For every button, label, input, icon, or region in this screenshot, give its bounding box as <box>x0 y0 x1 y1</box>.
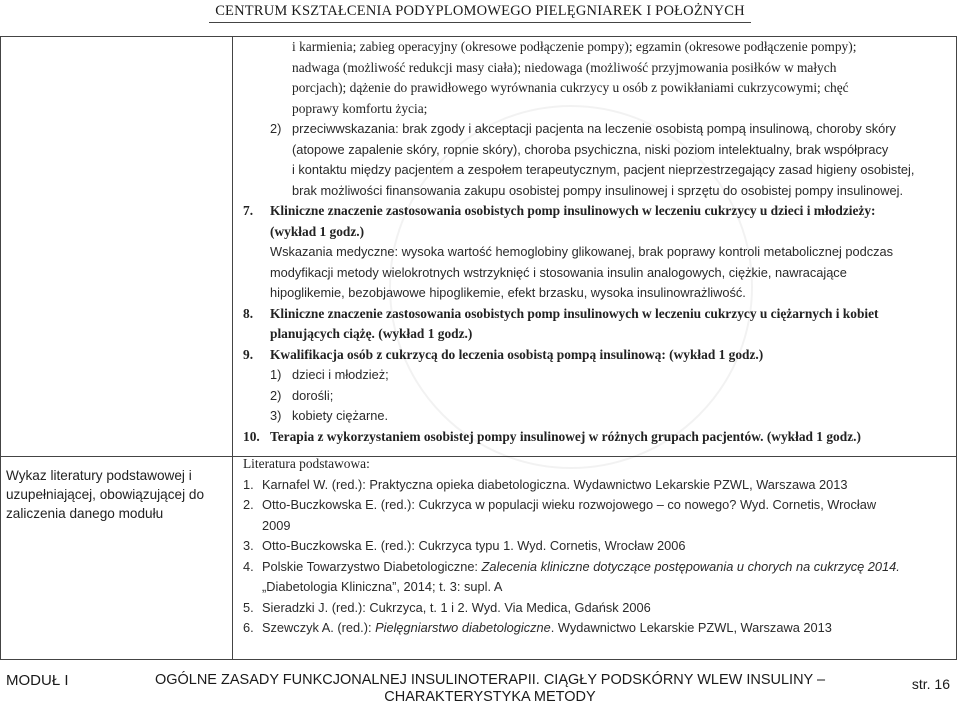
list-item <box>243 406 944 427</box>
section-8-heading <box>243 304 944 345</box>
literature-item-number: 1. <box>243 476 254 492</box>
literature-item-text: Karnafel W. (red.): Praktyczna opieka diabetologiczna. Wydawnictwo Lekarskie PZWL, Warszawa 2013 <box>262 476 848 492</box>
list-item-text: kobiety ciężarne. <box>292 408 389 423</box>
list-item-text: dorośli; <box>292 387 334 403</box>
literature-item-text: Szewczyk A. (red.): <box>262 620 376 635</box>
section-number: 10. <box>243 428 260 444</box>
literature-item <box>243 495 944 516</box>
section-number: 7. <box>243 203 254 218</box>
literature-heading: Literatura podstawowa: <box>243 456 370 471</box>
literature-item-text: Sieradzki J. (red.): Cukrzyca, t. 1 i 2. Wyd. Via Medica, Gdańsk 2006 <box>262 599 651 615</box>
literature-item <box>243 598 944 619</box>
section-body-line: modyfikacji metody wielokrotnych wstrzyknięć i stosowania insulin analogowych, ciężkie, nawracające <box>270 264 847 280</box>
contraindications-line: brak możliwości finansowania zakupu osobistej pompy insulinowej i sprzętu do osobistej pompy insulinowej. <box>292 182 904 198</box>
literature-item <box>243 536 944 557</box>
literature-item <box>243 618 944 639</box>
list-item <box>243 386 944 407</box>
contraindications-text: przeciwwskazania: brak zgody i akceptacji pacjenta na leczenie osobistą pompą insulinową, choroby skóry <box>292 121 896 136</box>
section-7-heading <box>243 201 944 242</box>
contraindications-line <box>243 119 944 140</box>
literature-item-number: 4. <box>243 558 254 574</box>
contd-line: poprawy komfortu życia; <box>292 100 428 116</box>
list-item-number: 2) <box>270 387 282 403</box>
page-header-title: CENTRUM KSZTAŁCENIA PODYPLOMOWEGO PIELĘGNIAREK I POŁOŻNYCH <box>209 0 751 23</box>
module-table <box>0 36 957 660</box>
contd-line: nadwaga (możliwość redukcji masy ciała); niedowaga (możliwość przyjmowania posiłków w małych <box>292 59 837 75</box>
page-header <box>0 0 960 24</box>
contd-line: i karmienia; zabieg operacyjny (okresowe podłączenie pompy); egzamin (okresowe podłączenie pompy); <box>292 39 857 54</box>
list-item <box>243 365 944 386</box>
contraindications-block <box>243 119 944 201</box>
literature-item-cont: 2009 <box>262 517 291 533</box>
footer-page-number: str. 16 <box>911 676 950 692</box>
literature-item-text: Polskie Towarzystwo Diabetologiczne: <box>262 558 482 574</box>
literature-item-text: Otto-Buczkowska E. (red.): Cukrzyca typu 1. Wyd. Cornetis, Wrocław 2006 <box>262 538 686 553</box>
section-title-line: Terapia z wykorzystaniem osobistej pompy insulinowej w różnych grupach pacjentów. (wykład 1 godz.) <box>270 428 861 444</box>
section-number: 9. <box>243 346 254 362</box>
literature-row-label: Wykaz literatury podstawowej i uzupełniającej, obowiązującej do zaliczenia danego modułu <box>6 468 204 521</box>
list-item-number: 1) <box>270 367 282 382</box>
section-title-line: (wykład 1 godz.) <box>270 223 365 239</box>
literature-item-text: . Wydawnictwo Lekarskie PZWL, Warszawa 2013 <box>550 620 832 635</box>
literature-item-number: 5. <box>243 599 254 615</box>
literature-item <box>243 475 944 496</box>
list-item-text: dzieci i młodzież; <box>292 367 389 382</box>
section-title-line: planujących ciążę. (wykład 1 godz.) <box>270 326 473 341</box>
literature-item-number: 6. <box>243 620 254 635</box>
contraindications-line: i kontaktu między pacjentem a zespołem terapeutycznym, pacjent nieprzestrzegający zasad higieny osobistej, <box>292 162 915 177</box>
left-column <box>1 37 233 659</box>
literature-item <box>243 557 944 578</box>
section-9-heading <box>243 345 944 366</box>
section-body-line: Wskazania medyczne: wysoka wartość hemoglobiny glikowanej, brak poprawy kontroli metabolicznej podczas <box>270 244 894 259</box>
literature-item-title: Pielęgniarstwo diabetologiczne <box>375 620 551 635</box>
literature-item-cont: „Diabetologia Kliniczna”, 2014; t. 3: supl. A <box>262 579 503 594</box>
section-10-heading <box>243 427 944 448</box>
section-title-line: Kliniczne znaczenie zastosowania osobistych pomp insulinowych w leczeniu cukrzycy u ciężarnych i kobiet <box>270 305 879 321</box>
literature-item-number: 3. <box>243 538 254 553</box>
list-item-number: 3) <box>270 408 282 423</box>
footer-title <box>140 672 840 706</box>
literature-item-number: 2. <box>243 497 254 512</box>
footer-title-line: OGÓLNE ZASADY FUNKCJONALNEJ INSULINOTERAPII. CIĄGŁY PODSKÓRNY WLEW INSULINY – <box>154 672 826 688</box>
section-9-list <box>243 365 944 427</box>
footer-module: MODUŁ I <box>6 672 69 689</box>
module-content <box>243 37 944 639</box>
section-body-line: hipoglikemie, bezobjawowe hipoglikemie, efekt brzasku, wysoka insulinowrażliwość. <box>270 285 746 300</box>
section-title-line: Kliniczne znaczenie zastosowania osobistych pomp insulinowych w leczeniu cukrzycy u dzieci i młodzieży: <box>270 203 876 218</box>
footer-title-line: CHARAKTERYSTYKA METODY <box>384 689 596 705</box>
contraindications-line: (atopowe zapalenie skóry, ropnie skóry), choroba psychiczna, niski poziom intelektualny, brak współpracy <box>292 141 889 157</box>
contraindications-number: 2) <box>270 121 282 136</box>
section-7-body <box>243 242 944 304</box>
literature-item-title: Zalecenia kliniczne dotyczące postępowania u chorych na cukrzycę 2014. <box>481 558 900 574</box>
literature-list <box>243 475 944 639</box>
literature-item-text: Otto-Buczkowska E. (red.): Cukrzyca w populacji wieku rozwojowego – co nowego? Wyd. Cornetis, Wrocław <box>262 497 877 512</box>
page-footer <box>0 672 960 705</box>
section-number: 8. <box>243 305 254 321</box>
section-title-line: Kwalifikacja osób z cukrzycą do leczenia osobistą pompą insulinową: (wykład 1 godz.) <box>270 346 764 362</box>
contd-line: porcjach); dążenie do prawidłowego wyrównania cukrzycy u osób z powikłaniami cukrzycowymi; chęć <box>292 80 849 95</box>
